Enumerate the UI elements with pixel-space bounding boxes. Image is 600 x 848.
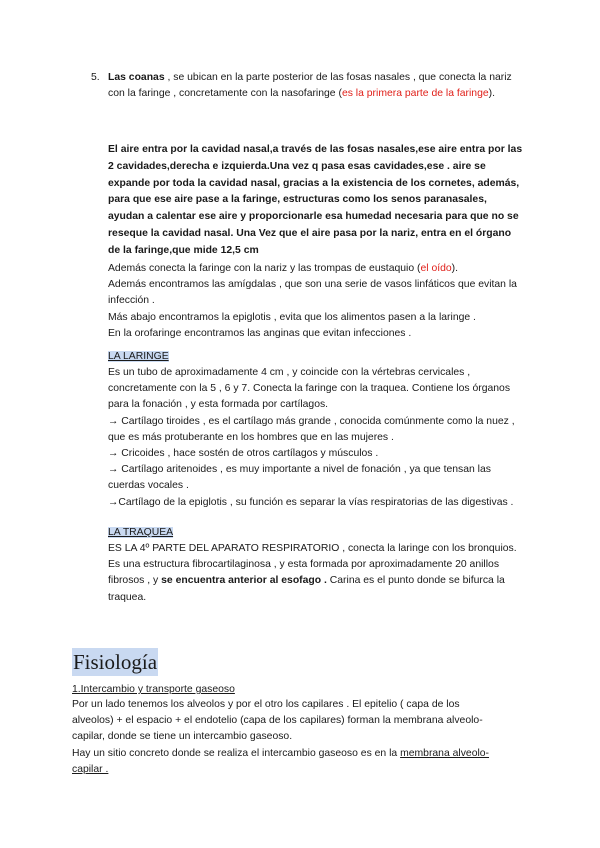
fisiologia-text: Por un lado tenemos los alveolos y por el otro los capilares . El epitelio ( capa de los alveolos) + el espacio + el endotelio (capa de los capilares) forman la membrana alveolo-capilar, donde se tiene un intercambio gaseoso. Hay un sitio concreto donde se realiza el intercambio gaseoso es en la membrana alveolo-capilar . [72, 699, 490, 775]
membrana-underlined: membrana alveolo-capilar . [72, 747, 490, 775]
coanas-paragraph: Las coanas , se ubican en la parte posterior de las fosas nasales , que conecta la nariz con la faringe , concretamente con la nasofaringe (es la primera parte de la faringe). [108, 72, 512, 100]
red-note: es la primera parte de la faringe [341, 88, 489, 100]
section-title-fisiologia: Fisiología [73, 650, 158, 674]
list-number: 5. [91, 72, 100, 83]
traquea-heading: LA TRAQUEA [108, 527, 174, 538]
air-path-paragraph: El aire entra por la cavidad nasal,a través de las fosas nasales,ese aire entra por las 2 cavidades,derecha e izquierda.Una vez q pasa esas cavidades,ese . aire se expande por toda la cavidad nasal, gracias a la existencia de los cornetes, además, para que ese aire pase a la faringe, estructuras como los senos paranasales, ayudan a calentar ese aire y proporcionarle esa humedad necesaria para que no se reseque la cavidad nasal. Una Vez que el aire pasa por la nariz, entra en el órgano de la faringe,que mide 12,5 cm [108, 144, 523, 256]
traquea-bold: se encuentra anterior al esofago . [161, 575, 327, 587]
red-note-oido: el oído [420, 263, 452, 274]
faringe-paragraph: Además conecta la faringe con la nariz y las trompas de eustaquio (el oído). Además encontramos las amígdalas , que son una serie de vasos linfáticos que evitan la infección . Más abajo encontramos la epiglotis , evita que los alimentos pasen a la laringe . En la orofaringe encontramos las anginas que evitan infecciones . [108, 263, 517, 339]
coanas-term: Las coanas [108, 72, 165, 83]
laringe-heading: LA LARINGE [108, 351, 169, 362]
laringe-text: Es un tubo de aproximadamente 4 cm , y coincide con la vértebras cervicales , concretamente con la 5 , 6 y 7. Conecta la faringe con la traquea. Contiene los órganos para la fonación , y esta formada por cartílagos. → Cartílago tiroides , es el cartílago más grande , conocida comúnmente como la nuez , que es más protuberante en los hombres que en las mujeres . → Cricoides , hace sostén de otros cartílagos y músculos . → Cartílago aritenoides , es muy importante a nivel de fonación , ya que tensan las cuerdas vocales . →Cartílago de la epiglotis , su función es separar la vías respiratorias de las digestivas . [108, 367, 515, 508]
traquea-text: ES LA 4º PARTE DEL APARATO RESPIRATORIO , conecta la laringe con los bronquios. Es una estructura fibrocartilaginosa , y esta formada por aproximadamente 20 anillos fibrosos , y se encuentra anterior al esofago . Carina es el punto donde se bifurca la traquea. [108, 543, 517, 603]
fisiologia-subheading: 1.Intercambio y transporte gaseoso [72, 684, 235, 695]
